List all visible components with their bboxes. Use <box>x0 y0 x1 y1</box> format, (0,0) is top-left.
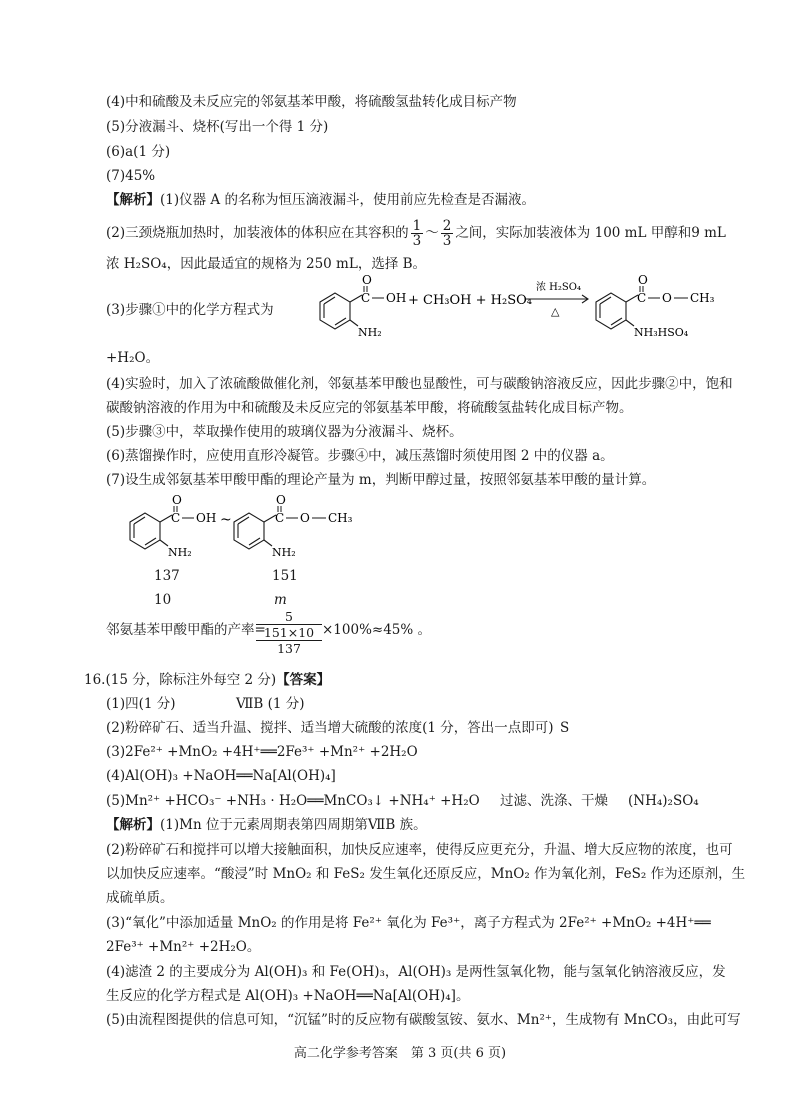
q16-answer-5: (5)Mn²⁺ +HCO₃⁻ +NH₃ · H₂O══MnCO₃↓ +NH₄⁺ +H₂O <box>106 793 480 809</box>
q16-explanation-4b: 生反应的化学方程式是 Al(OH)₃ +NaOH══Na[Al(OH)₄]。 <box>106 988 470 1004</box>
q16-answer-5b: 过滤、洗涤、干燥 <box>500 793 608 809</box>
mol-o-ester: O <box>662 291 672 305</box>
q16-answer-4: (4)Al(OH)₃ +NaOH══Na[Al(OH)₄] <box>106 768 336 784</box>
q16-explanation-1 <box>106 815 427 835</box>
q15-explanation-4b: 碳酸钠溶液的作用为中和硫酸及未反应完的邻氨基苯甲酸，将硫酸氢盐转化成目标产物。 <box>106 400 633 416</box>
q15-explanation-2 <box>106 218 726 248</box>
molar-mass-2: 151 <box>272 568 298 584</box>
stoichiometry-structures <box>116 492 376 562</box>
q15-answer-4: (4)中和硫酸及未反应完的邻氨基苯甲酸，将硫酸氢盐转化成目标产物 <box>106 94 517 110</box>
q16-header <box>84 670 330 690</box>
condition-bottom: △ <box>551 305 560 318</box>
mol-c: C <box>637 291 647 305</box>
mol-c: C <box>171 511 181 525</box>
q15-answer-6: (6)a(1 分) <box>106 144 171 160</box>
q16-explanation-2b: 以加快反应速率。“酸浸”时 MnO₂ 和 FeS₂ 发生氧化还原反应，MnO₂ 作为氧化剂，FeS₂ 作为还原剂，生 <box>106 866 746 882</box>
q16-answer-1b: ⅦB (1 分) <box>236 696 305 712</box>
reaction-equation <box>300 270 780 345</box>
q15-exp1-text: (1)仪器 A 的名称为恒压滴液漏斗，使用前应先检查是否漏液。 <box>160 192 535 208</box>
q16-explanation-2c: 成硫单质。 <box>106 890 174 906</box>
yield-denominator-top: 151×10 <box>256 624 322 641</box>
mol-nh2: NH₂ <box>168 546 192 559</box>
mol-oh: OH <box>196 511 217 525</box>
q15-explanation-4a: (4)实验时，加入了浓硫酸做催化剂，邻氨基苯甲酸也显酸性，可与碳酸钠溶液反应，因此步骤②中，饱和 <box>106 376 733 392</box>
q15-exp3-end: +H₂O。 <box>106 350 160 366</box>
jiexi-tag: 【解析】 <box>106 192 160 208</box>
q16-answer-2: (2)粉碎矿石、适当升温、搅拌、适当增大硫酸的浓度(1 分，答出一点即可) <box>106 720 554 736</box>
molar-mass-1: 137 <box>154 568 180 584</box>
q16-explanation-5: (5)由流程图提供的信息可知，“沉锰”时的反应物有碳酸氢铵、氨水、Mn²⁺，生成物有 MnCO₃，由此可写 <box>106 1012 741 1028</box>
fraction-one-third <box>411 219 424 248</box>
q15-explanation-5: (5)步骤③中，萃取操作使用的玻璃仪器为分液漏斗、烧杯。 <box>106 424 463 440</box>
condition-top: 浓 H₂SO₄ <box>536 282 581 293</box>
yield-tail: ×100%≈45% 。 <box>322 622 432 638</box>
tilde: ～ <box>425 225 439 241</box>
amount-1: 10 <box>154 592 172 608</box>
yield-denominator-bottom: 137 <box>277 641 301 656</box>
frac-den: 3 <box>412 233 422 249</box>
benzene-ring-icon <box>320 293 350 329</box>
benzene-ring-icon <box>130 513 160 549</box>
fraction-two-thirds <box>441 219 454 248</box>
q15-exp2-text-b: 之间，实际加装液体为 100 mL 甲醇和9 mL <box>455 225 726 241</box>
q16-answer-1: (1)四(1 分) <box>106 696 176 712</box>
tilde: ~ <box>220 512 232 528</box>
mol-nh2: NH₂ <box>272 546 296 559</box>
q16-answer-2b: S <box>560 720 570 736</box>
frac-num: 2 <box>442 218 452 234</box>
mol-nh2: NH₂ <box>358 326 382 339</box>
mol-o-ester: O <box>300 511 310 525</box>
mol-o: O <box>362 273 372 287</box>
mol-o: O <box>276 493 286 507</box>
reactants-plus: + CH₃OH + H₂SO₄ <box>408 293 532 308</box>
q15-explanation-6: (6)蒸馏操作时，应使用直形冷凝管。步骤④中，减压蒸馏时须使用图 2 中的仪器 a。 <box>106 448 614 464</box>
mol-o: O <box>638 273 648 287</box>
q16-explanation-3a: (3)“氧化”中添加适量 MnO₂ 的作用是将 Fe²⁺ 氧化为 Fe³⁺，离子方程式为 2Fe²⁺ +MnO₂ +4H⁺══ <box>106 915 711 931</box>
q16-answer-3: (3)2Fe²⁺ +MnO₂ +4H⁺══2Fe³⁺ +Mn²⁺ +2H₂O <box>106 744 418 760</box>
yield-numerator: 5 <box>285 609 293 624</box>
q16-answer-5c: (NH₄)₂SO₄ <box>628 793 699 809</box>
q16-explanation-3b: 2Fe³⁺ +Mn²⁺ +2H₂O。 <box>106 939 261 955</box>
frac-num: 1 <box>412 218 422 234</box>
q15-explanation-3: (3)步骤①中的化学方程式为 <box>106 302 274 318</box>
mol-ch3: CH₃ <box>328 511 353 525</box>
amount-2: m <box>274 592 287 608</box>
mol-nh3hso4: NH₃HSO₄ <box>634 326 689 339</box>
q16-header-text: 16.(15 分，除标注外每空 2 分) <box>84 672 277 688</box>
product-benzene-ring-icon <box>596 293 626 329</box>
q16-exp1-text: (1)Mn 位于元素周期表第四周期第ⅦB 族。 <box>160 817 427 833</box>
q15-exp2-text-a: (2)三颈烧瓶加热时，加装液体的体积应在其容积的 <box>106 225 409 241</box>
jiexi-tag: 【解析】 <box>106 817 160 833</box>
answer-tag: 【答案】 <box>276 672 331 688</box>
mol-c: C <box>275 511 285 525</box>
mol-ch3: CH₃ <box>690 291 715 305</box>
benzene-ring-icon <box>234 513 264 549</box>
frac-den: 3 <box>442 233 452 249</box>
q15-explanation-1 <box>106 190 535 210</box>
q16-explanation-4a: (4)滤渣 2 的主要成分为 Al(OH)₃ 和 Fe(OH)₃，Al(OH)₃ 是两性氢氧化物，能与氢氧化钠溶液反应，发 <box>106 964 726 980</box>
q16-explanation-2a: (2)粉碎矿石和搅拌可以增大接触面积，加快反应速率，使得反应更充分，升温、增大反应物的浓度，也可 <box>106 842 733 858</box>
mol-o: O <box>172 493 182 507</box>
q15-answer-7: (7)45% <box>106 168 156 184</box>
yield-fraction <box>256 609 322 656</box>
yield-label: 邻氨基苯甲酸甲酯的产率= <box>106 622 266 638</box>
q15-explanation-7: (7)设生成邻氨基苯甲酸甲酯的理论产量为 m，判断甲醇过量，按照邻氨基苯甲酸的量计算。 <box>106 472 656 488</box>
q15-explanation-2-cont: 浓 H₂SO₄，因此最适宜的规格为 250 mL，选择 B。 <box>106 256 427 272</box>
mol-c: C <box>361 291 371 305</box>
mol-oh: OH <box>386 291 407 305</box>
q15-answer-5: (5)分液漏斗、烧杯(写出一个得 1 分) <box>106 119 329 135</box>
page-footer: 高二化学参考答案 第 3 页(共 6 页) <box>293 1046 507 1061</box>
